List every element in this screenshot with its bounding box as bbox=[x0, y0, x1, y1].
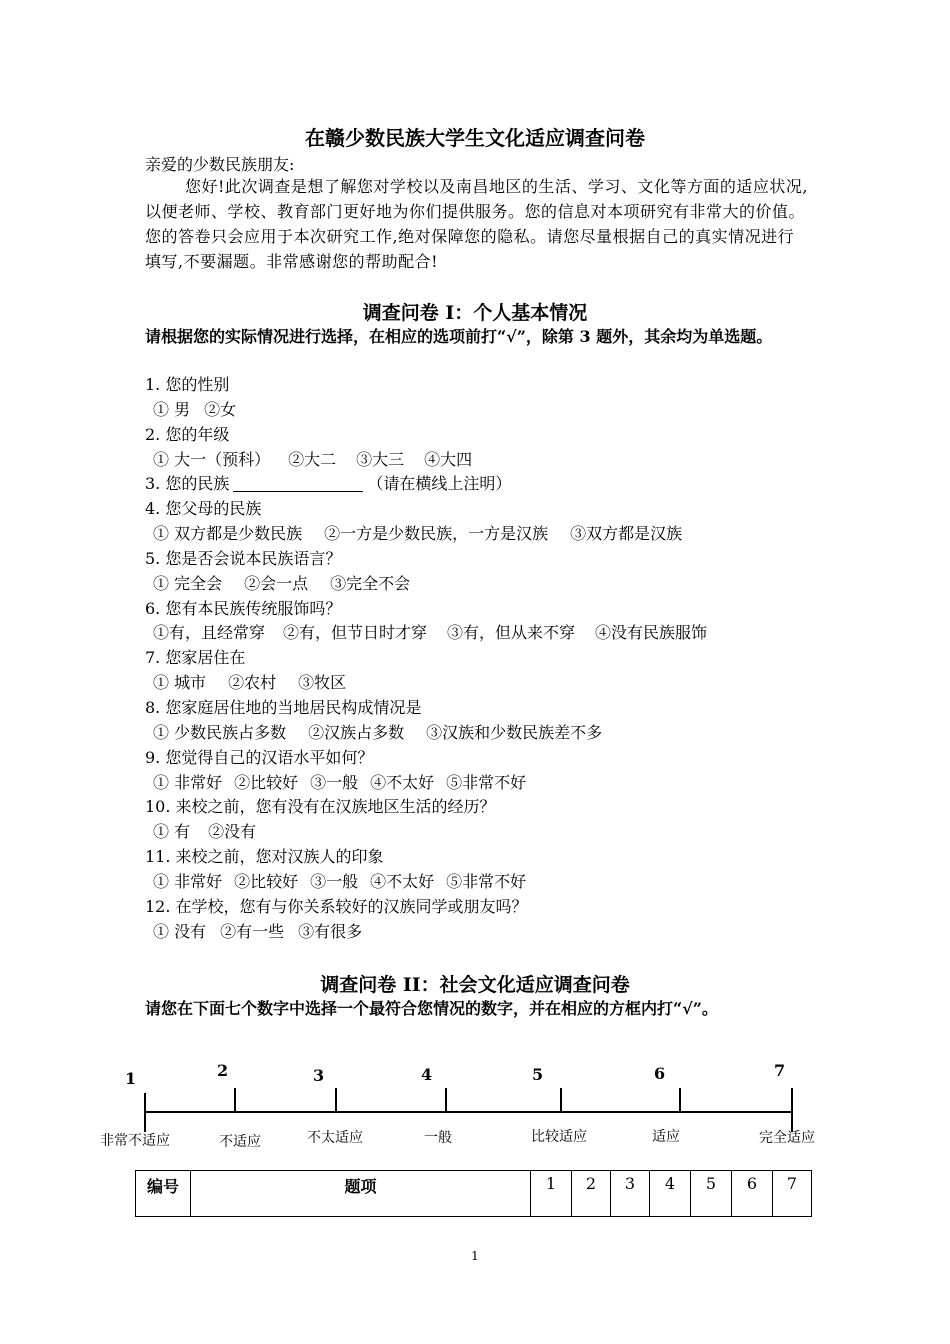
question-6 bbox=[145, 597, 825, 622]
answer-option[interactable]: ⑤非常不好 bbox=[446, 772, 527, 792]
scale-number: 2 bbox=[217, 1061, 229, 1080]
scale-label: 一般 bbox=[424, 1130, 452, 1146]
answer-option[interactable]: ③大三 bbox=[356, 449, 405, 469]
scale-number: 1 bbox=[125, 1069, 137, 1088]
question-4 bbox=[145, 497, 825, 522]
scale-number: 4 bbox=[421, 1065, 433, 1084]
question-10 bbox=[145, 795, 825, 820]
scale-label: 完全适应 bbox=[759, 1130, 815, 1146]
answer-option[interactable]: ① 没有 bbox=[153, 921, 207, 941]
question-text: 6. 您有本民族传统服饰吗？ bbox=[145, 598, 342, 618]
scale-number: 3 bbox=[313, 1066, 325, 1085]
scale-label: 比较适应 bbox=[531, 1129, 587, 1145]
answer-option[interactable]: ②有一些 bbox=[220, 921, 285, 941]
table-header-cell: 6 bbox=[732, 1171, 773, 1217]
question-text: 11. 来校之前，您对汉族人的印象 bbox=[145, 847, 384, 867]
answer-option[interactable]: ③有，但从来不穿 bbox=[447, 623, 576, 643]
question-7 bbox=[145, 646, 825, 671]
answer-option[interactable]: ③汉族和少数民族差不多 bbox=[426, 722, 603, 742]
options-row bbox=[145, 920, 825, 945]
options-row bbox=[145, 870, 825, 895]
answer-option[interactable]: ②没有 bbox=[208, 822, 257, 842]
question-text: 7. 您家居住在 bbox=[145, 648, 246, 668]
answer-option[interactable]: ① 有 bbox=[153, 822, 191, 842]
answer-option[interactable]: ②一方是少数民族，一方是汉族 bbox=[324, 524, 549, 544]
options-row bbox=[145, 448, 825, 473]
answer-option[interactable]: ① 城市 bbox=[153, 673, 207, 693]
scale-number: 5 bbox=[532, 1065, 544, 1084]
options-row bbox=[145, 721, 825, 746]
answer-option[interactable]: ④没有民族服饰 bbox=[595, 623, 708, 643]
question-text: 5. 您是否会说本民族语言？ bbox=[145, 548, 342, 568]
options-row bbox=[145, 621, 825, 646]
answer-option[interactable]: ③有很多 bbox=[298, 921, 363, 941]
answer-option[interactable]: ②有，但节日时才穿 bbox=[283, 623, 428, 643]
answer-option[interactable]: ④不太好 bbox=[370, 772, 435, 792]
answer-option[interactable]: ④不太好 bbox=[370, 871, 435, 891]
question-text: 3. 您的民族 bbox=[145, 474, 230, 494]
table-header-cell: 4 bbox=[650, 1171, 691, 1217]
table-header-cell: 编号 bbox=[136, 1171, 191, 1217]
page-number: 1 bbox=[471, 1249, 479, 1263]
answer-option[interactable]: ① 非常好 bbox=[153, 772, 223, 792]
table-header-cell: 7 bbox=[773, 1171, 812, 1217]
options-row bbox=[145, 522, 825, 547]
options-row bbox=[145, 671, 825, 696]
question-11 bbox=[145, 845, 825, 870]
question-text: 1. 您的性别 bbox=[145, 375, 230, 394]
question-2 bbox=[145, 423, 825, 448]
options-row bbox=[145, 572, 825, 597]
question-text: 4. 您父母的民族 bbox=[145, 499, 262, 519]
table-header-cell: 5 bbox=[691, 1171, 732, 1217]
answer-option[interactable]: ⑤非常不好 bbox=[446, 871, 527, 891]
question-text: 2. 您的年级 bbox=[145, 424, 230, 444]
answer-option[interactable]: ③一般 bbox=[310, 772, 359, 792]
question-text: 12. 在学校，您有与你关系较好的汉族同学或朋友吗？ bbox=[145, 896, 528, 916]
question-text: 8. 您家庭居住地的当地居民构成情况是 bbox=[145, 697, 422, 717]
answer-option[interactable]: ①有，且经常穿 bbox=[153, 623, 266, 643]
answer-option[interactable]: ②大二 bbox=[288, 449, 337, 469]
question-1 bbox=[145, 373, 825, 398]
section1-instruction: 请根据您的实际情况进行选择，在相应的选项前打“√”，除第 3 题外，其余均为单选题。 bbox=[145, 327, 773, 346]
question-5 bbox=[145, 547, 825, 572]
answer-option[interactable]: ① 非常好 bbox=[153, 871, 223, 891]
answer-option[interactable]: ②比较好 bbox=[234, 871, 299, 891]
answer-option[interactable]: ②汉族占多数 bbox=[308, 722, 405, 742]
question-12 bbox=[145, 895, 825, 920]
question-text: 9. 您觉得自己的汉语水平如何？ bbox=[145, 747, 374, 767]
answer-option[interactable]: ① 男 bbox=[153, 399, 191, 419]
question-list bbox=[145, 373, 825, 944]
question-note: （请在横线上注明） bbox=[367, 474, 512, 494]
answer-option[interactable]: ③双方都是汉族 bbox=[570, 524, 683, 544]
intro-paragraph: 您好!此次调查是想了解您对学校以及南昌地区的生活、学习、文化等方面的适应状况,以便老师、学校、教育部门更好地为你们提供服务。您的信息对本项研究有非常大的价值。您的答卷只会应用于本次研究工作,绝对保障您的隐私。请您尽量根据自己的真实情况进行填写,不要漏题。非常感谢您的帮助配合! bbox=[145, 177, 809, 271]
scale-label: 不太适应 bbox=[307, 1130, 363, 1146]
table-header-row bbox=[136, 1171, 812, 1217]
question-text: 10. 来校之前，您有没有在汉族地区生活的经历？ bbox=[145, 797, 496, 817]
question-3 bbox=[145, 472, 825, 497]
answer-option[interactable]: ① 完全会 bbox=[153, 573, 223, 593]
ethnicity-blank-field[interactable] bbox=[233, 475, 363, 492]
answer-option[interactable]: ① 双方都是少数民族 bbox=[153, 524, 303, 544]
answer-option[interactable]: ③一般 bbox=[310, 871, 359, 891]
rating-table bbox=[135, 1170, 812, 1217]
scale-number: 7 bbox=[774, 1061, 786, 1080]
table-header-cell: 题项 bbox=[191, 1171, 531, 1217]
options-row bbox=[145, 398, 825, 423]
answer-option[interactable]: ④大四 bbox=[424, 449, 473, 469]
table-header-cell: 2 bbox=[572, 1171, 611, 1217]
scale-number: 6 bbox=[654, 1064, 666, 1083]
rating-scale bbox=[0, 1055, 950, 1155]
answer-option[interactable]: ③完全不会 bbox=[330, 573, 411, 593]
table-header-cell: 1 bbox=[531, 1171, 572, 1217]
scale-label: 不适应 bbox=[219, 1134, 261, 1150]
greeting: 亲爱的少数民族朋友: bbox=[145, 155, 295, 174]
options-row bbox=[145, 771, 825, 796]
question-9 bbox=[145, 746, 825, 771]
scale-label: 非常不适应 bbox=[100, 1133, 170, 1149]
answer-option[interactable]: ① 大一（预科） bbox=[153, 449, 271, 469]
scale-label: 适应 bbox=[652, 1129, 680, 1145]
answer-option[interactable]: ②比较好 bbox=[234, 772, 299, 792]
question-8 bbox=[145, 696, 825, 721]
document-title: 在赣少数民族大学生文化适应调查问卷 bbox=[305, 126, 645, 150]
answer-option[interactable]: ②女 bbox=[204, 399, 237, 419]
answer-option[interactable]: ① 少数民族占多数 bbox=[153, 722, 287, 742]
table-header-cell: 3 bbox=[611, 1171, 650, 1217]
answer-option[interactable]: ②农村 bbox=[228, 673, 277, 693]
section1-title: 调查问卷 I：个人基本情况 bbox=[362, 302, 588, 324]
answer-option[interactable]: ②会一点 bbox=[244, 573, 309, 593]
options-row bbox=[145, 820, 825, 845]
section2-title: 调查问卷 II：社会文化适应调查问卷 bbox=[320, 974, 630, 996]
section2-instruction: 请您在下面七个数字中选择一个最符合您情况的数字，并在相应的方框内打“√”。 bbox=[145, 999, 718, 1018]
answer-option[interactable]: ③牧区 bbox=[298, 673, 347, 693]
